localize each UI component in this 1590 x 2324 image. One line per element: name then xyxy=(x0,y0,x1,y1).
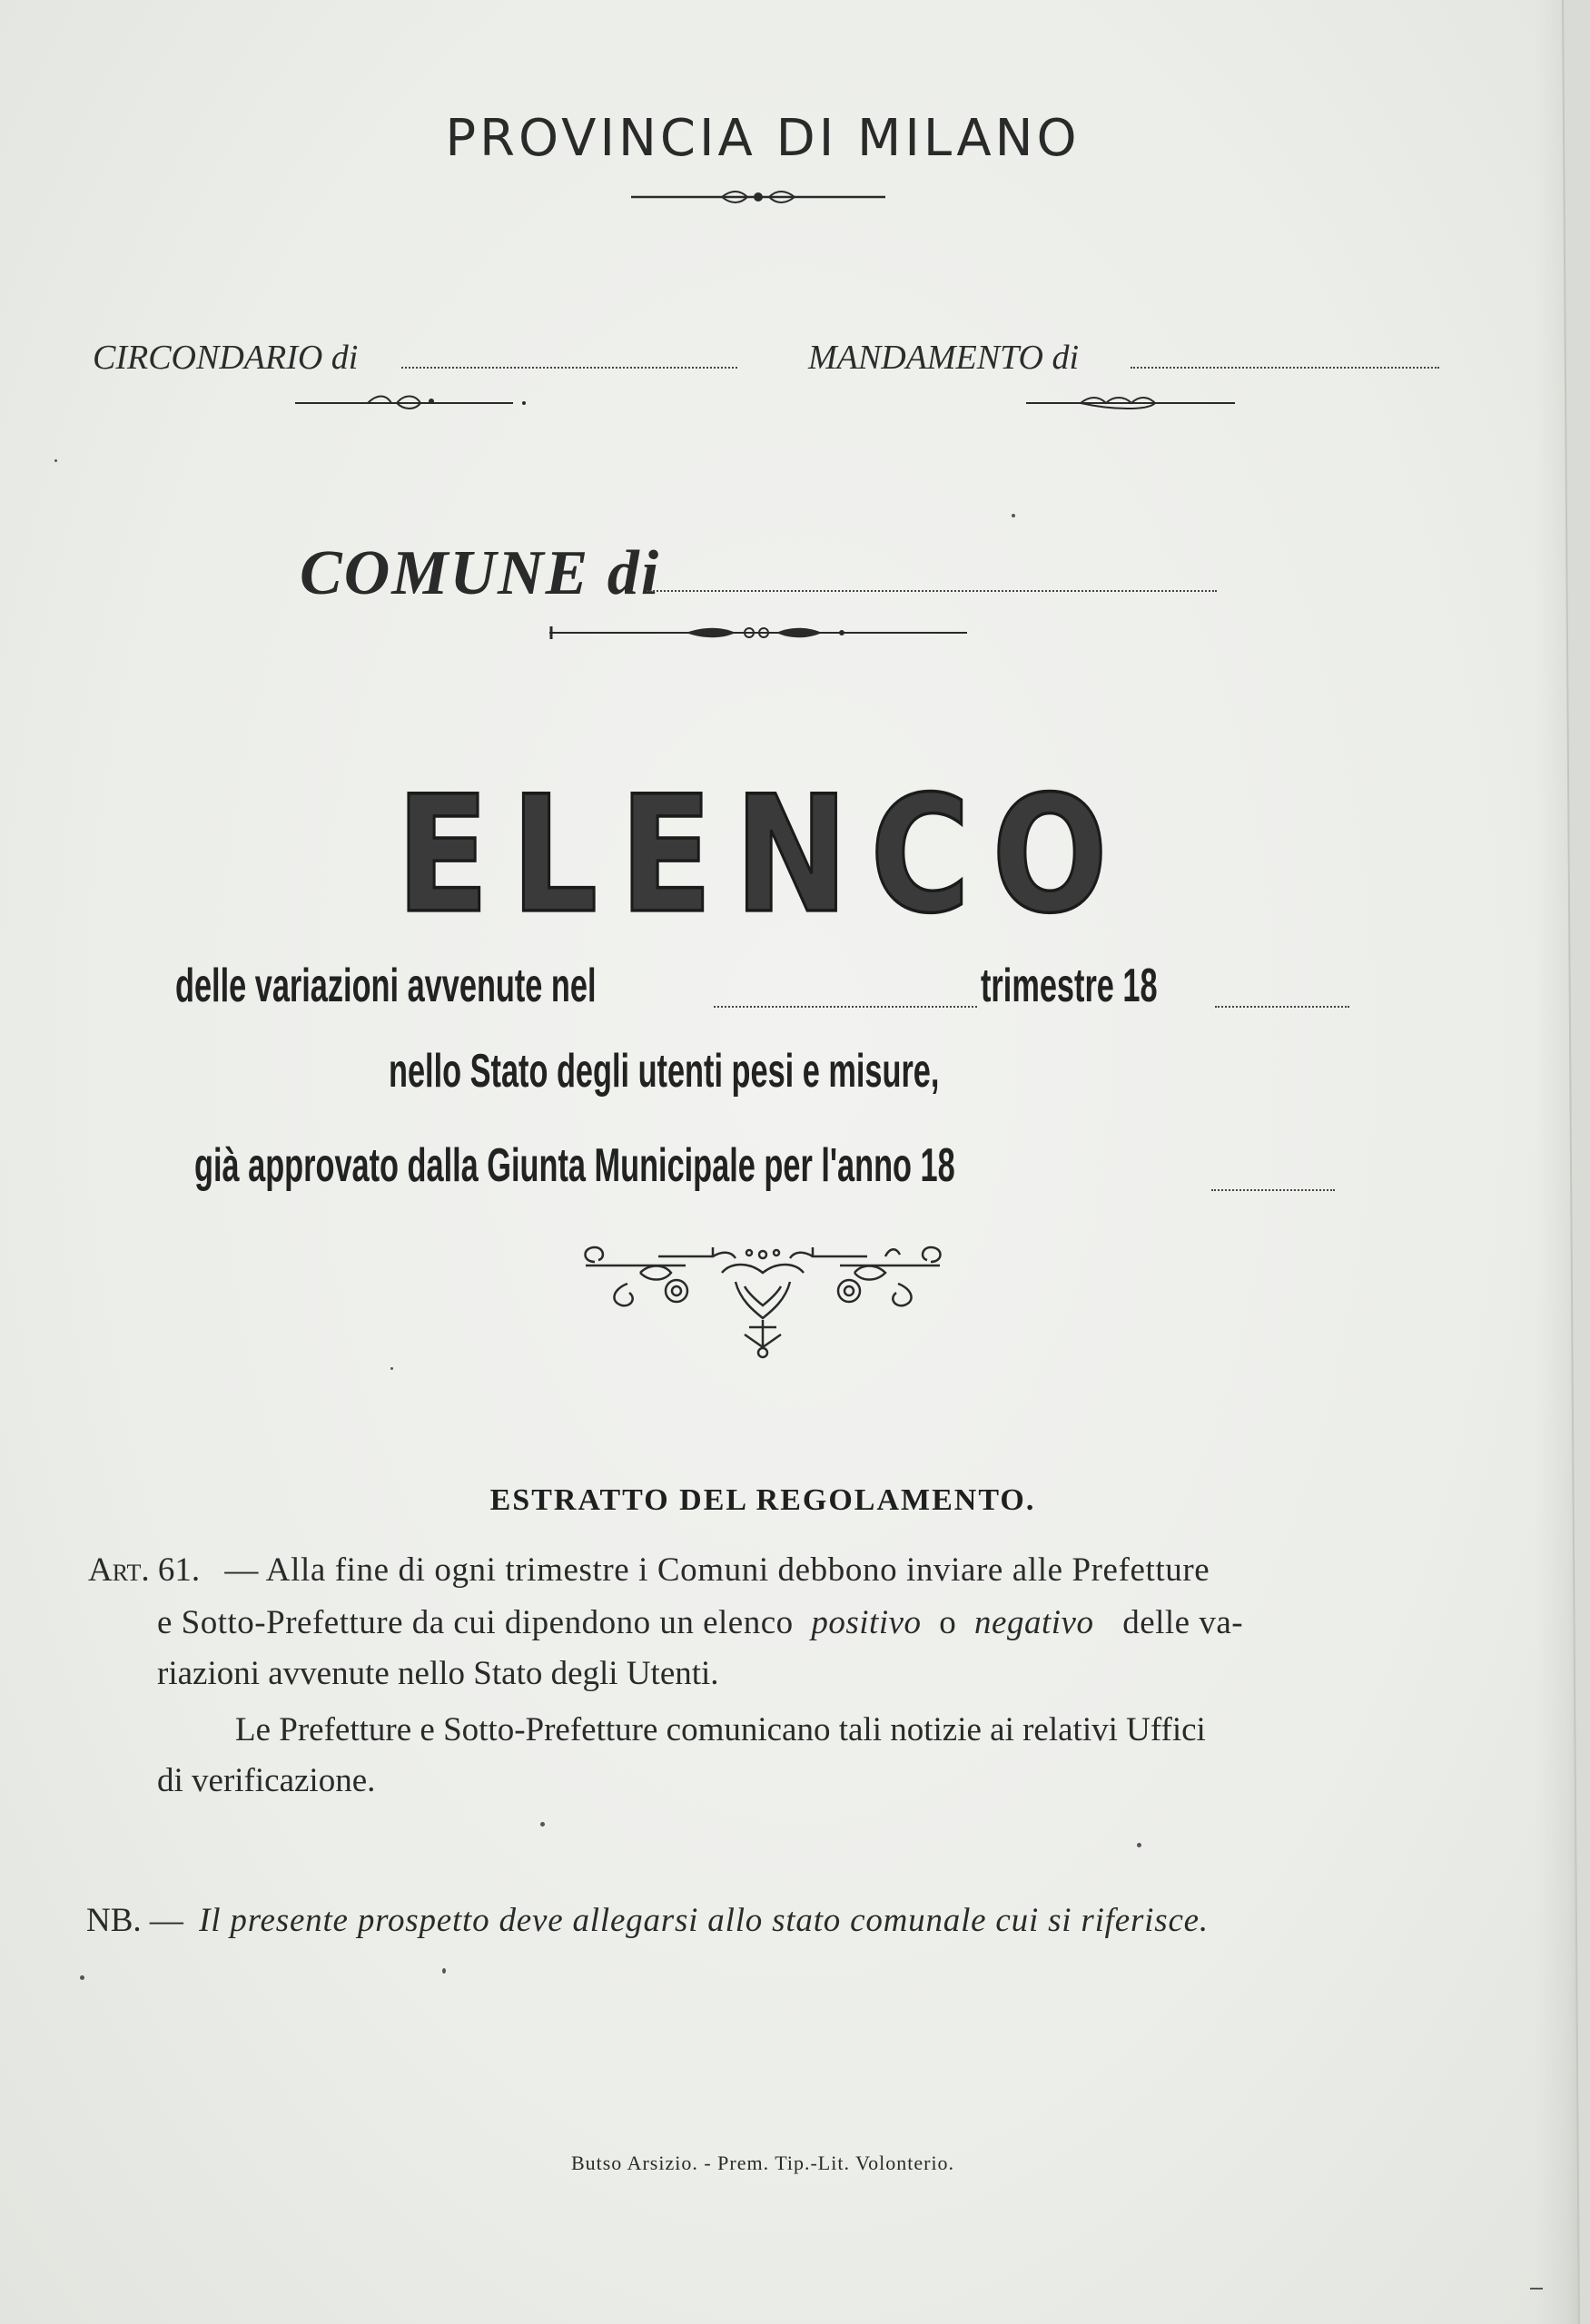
regulation-line2 xyxy=(157,1603,1243,1642)
article-label: Art. xyxy=(88,1551,150,1589)
ornament-rule-icon xyxy=(631,186,885,208)
circondario-label: CIRCONDARIO di xyxy=(93,339,359,377)
regulation-line2-a: e Sotto-Prefetture da cui dipendono un elenco xyxy=(157,1604,794,1641)
paper-speck xyxy=(54,459,57,462)
paper-speck xyxy=(1530,2288,1543,2290)
paper-speck xyxy=(1012,514,1015,517)
printer-imprint: Butso Arsizio. - Prem. Tip.-Lit. Volonterio. xyxy=(570,2152,955,2174)
trimestre-blank[interactable] xyxy=(714,1006,977,1008)
note-line xyxy=(86,1901,1209,1940)
central-ornament-icon xyxy=(577,1236,949,1359)
province-heading: PROVINCIA DI MILANO xyxy=(445,109,1081,168)
anno-blank[interactable] xyxy=(1211,1189,1335,1191)
note-label: NB. — xyxy=(86,1902,183,1939)
ornament-rule-comune-icon xyxy=(549,623,967,643)
paper-speck xyxy=(1137,1843,1141,1847)
page-edge-fold xyxy=(1554,0,1590,2324)
paper-speck xyxy=(80,1975,84,1980)
regulation-heading: ESTRATTO DEL REGOLAMENTO. xyxy=(489,1483,1036,1517)
subtitle-line3: già approvato dalla Giunta Municipale per l'anno 18 xyxy=(194,1139,955,1192)
regulation-line4: Le Prefetture e Sotto-Prefetture comunicano tali notizie ai relativi Uffici xyxy=(235,1711,1206,1748)
regulation-line1-text: — Alla fine di ogni trimestre i Comuni debbono inviare alle Prefetture xyxy=(224,1551,1210,1589)
mandamento-blank[interactable] xyxy=(1131,367,1439,369)
note-text: Il presente prospetto deve allegarsi allo stato comunale cui si riferisce. xyxy=(199,1902,1209,1939)
o-word: o xyxy=(939,1604,957,1641)
circondario-blank[interactable] xyxy=(401,367,737,369)
subtitle-line1-b: trimestre 18 xyxy=(981,960,1158,1012)
comune-label: COMUNE di xyxy=(300,538,661,608)
regulation-line5: di verificazione. xyxy=(157,1762,376,1799)
ornament-flourish-left-icon xyxy=(295,392,531,410)
article-number: 61. xyxy=(157,1551,201,1589)
subtitle-line1-a: delle variazioni avvenute nel xyxy=(175,960,597,1012)
document-title: ELENCO xyxy=(396,763,1130,950)
negativo-word: negativo xyxy=(974,1604,1094,1641)
comune-blank[interactable] xyxy=(647,590,1217,592)
trimestre-year-blank[interactable] xyxy=(1215,1006,1349,1008)
regulation-line3: riazioni avvenute nello Stato degli Utenti. xyxy=(157,1655,719,1692)
ornament-flourish-right-icon xyxy=(1026,392,1235,410)
positivo-word: positivo xyxy=(811,1604,922,1641)
regulation-line2-b: delle va- xyxy=(1122,1604,1244,1641)
mandamento-label: MANDAMENTO di xyxy=(808,339,1080,377)
regulation-line1 xyxy=(88,1551,1210,1590)
paper-speck xyxy=(390,1367,393,1370)
paper-speck xyxy=(540,1822,545,1827)
paper-speck xyxy=(442,1968,446,1974)
subtitle-line2: nello Stato degli utenti pesi e misure, xyxy=(389,1045,940,1098)
